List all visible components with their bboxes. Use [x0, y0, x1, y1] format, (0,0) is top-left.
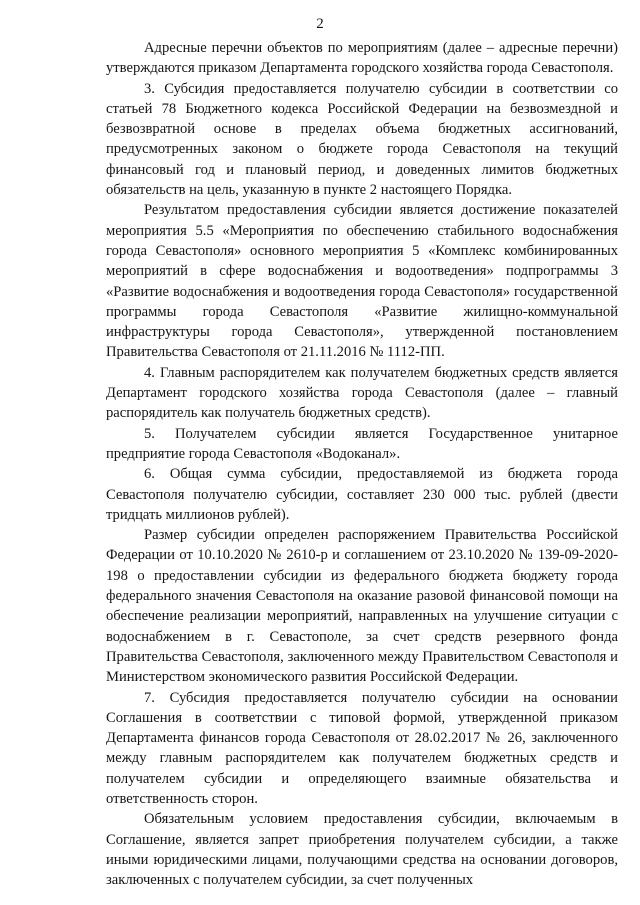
paragraph-subsidy-size: Размер субсидии определен распоряжением Правительства Российской Федерации от 10.10.2020 № 2610-р и соглашением от 23.10.2020 № 139-09-2020-198 о предоставлении субсидии из федерального бюджета бюджету города федерального значения Севастополя на оказание разовой финансовой помощи на обеспечение реализации мероприятий, направленных на улучшение ситуации с водоснабжением в г. Севастополе, за счет средств резервного фонда Правительства Севастополя, заключенного между Правительством Севастополя и Министерством экономического развития Российской Федерации. — [106, 527, 618, 686]
paragraph-address-lists: Адресные перечни объектов по мероприятиям (далее – адресные перечни) утверждаются приказом Департамента городского хозяйства города Севастополя. — [106, 40, 618, 77]
paragraph-clause-7: 7. Субсидия предоставляется получателю субсидии на основании Соглашения в соответствии с типовой формой, утвержденной приказом Департамента финансов города Севастополя от 28.02.2017 № 26, заключенного между главным распорядителем как получателем бюджетных средств и получателем субсидии и определяющего взаимные обязательства и ответственность сторон. — [106, 689, 618, 807]
paragraph-clause-5: 5. Получателем субсидии является Государственное унитарное предприятие города Севастополя «Водоканал». — [106, 425, 618, 462]
paragraph-result: Результатом предоставления субсидии является достижение показателей мероприятия 5.5 «Мероприятия по обеспечению стабильного водоснабжения города Севастополя» основного мероприятия 5 «Комплекс комбинированных мероприятий в сфере водоснабжения и водоотведения» подпрограммы 3 «Развитие водоснабжения и водоотведения города Севастополя» государственной программы города Севастополя «Развитие жилищно-коммунальной инфраструктуры города Севастополя», утвержденной постановлением Правительства Севастополя от 21.11.2016 № 1112-ПП. — [106, 202, 618, 361]
page-number: 2 — [316, 16, 324, 32]
paragraph-clause-4: 4. Главным распорядителем как получателем бюджетных средств является Департамент городского хозяйства города Севастополя (далее – главный распорядитель как получатель бюджетных средств). — [106, 364, 618, 422]
paragraph-mandatory-condition: Обязательным условием предоставления субсидии, включаемым в Соглашение, является запрет приобретения получателем субсидии, а также иными юридическими лицами, получающими средства на основании договоров, заключенных с получателем субсидии, за счет полученных — [106, 811, 618, 889]
paragraph-clause-3: 3. Субсидия предоставляется получателю субсидии в соответствии со статьей 78 Бюджетного кодекса Российской Федерации на безвозмездной и безвозвратной основе в пределах объема бюджетных ассигнований, предусмотренных законом о бюджете города Севастополя на текущий финансовый год и плановый период, и доведенных лимитов бюджетных обязательств на цель, указанную в пункте 2 настоящего Порядка. — [106, 80, 618, 199]
document-body — [106, 38, 618, 890]
paragraph-clause-6: 6. Общая сумма субсидии, предоставляемой из бюджета города Севастополя получателю субсидии, составляет 230 000 тыс. рублей (двести тридцать миллионов рублей). — [106, 466, 618, 523]
